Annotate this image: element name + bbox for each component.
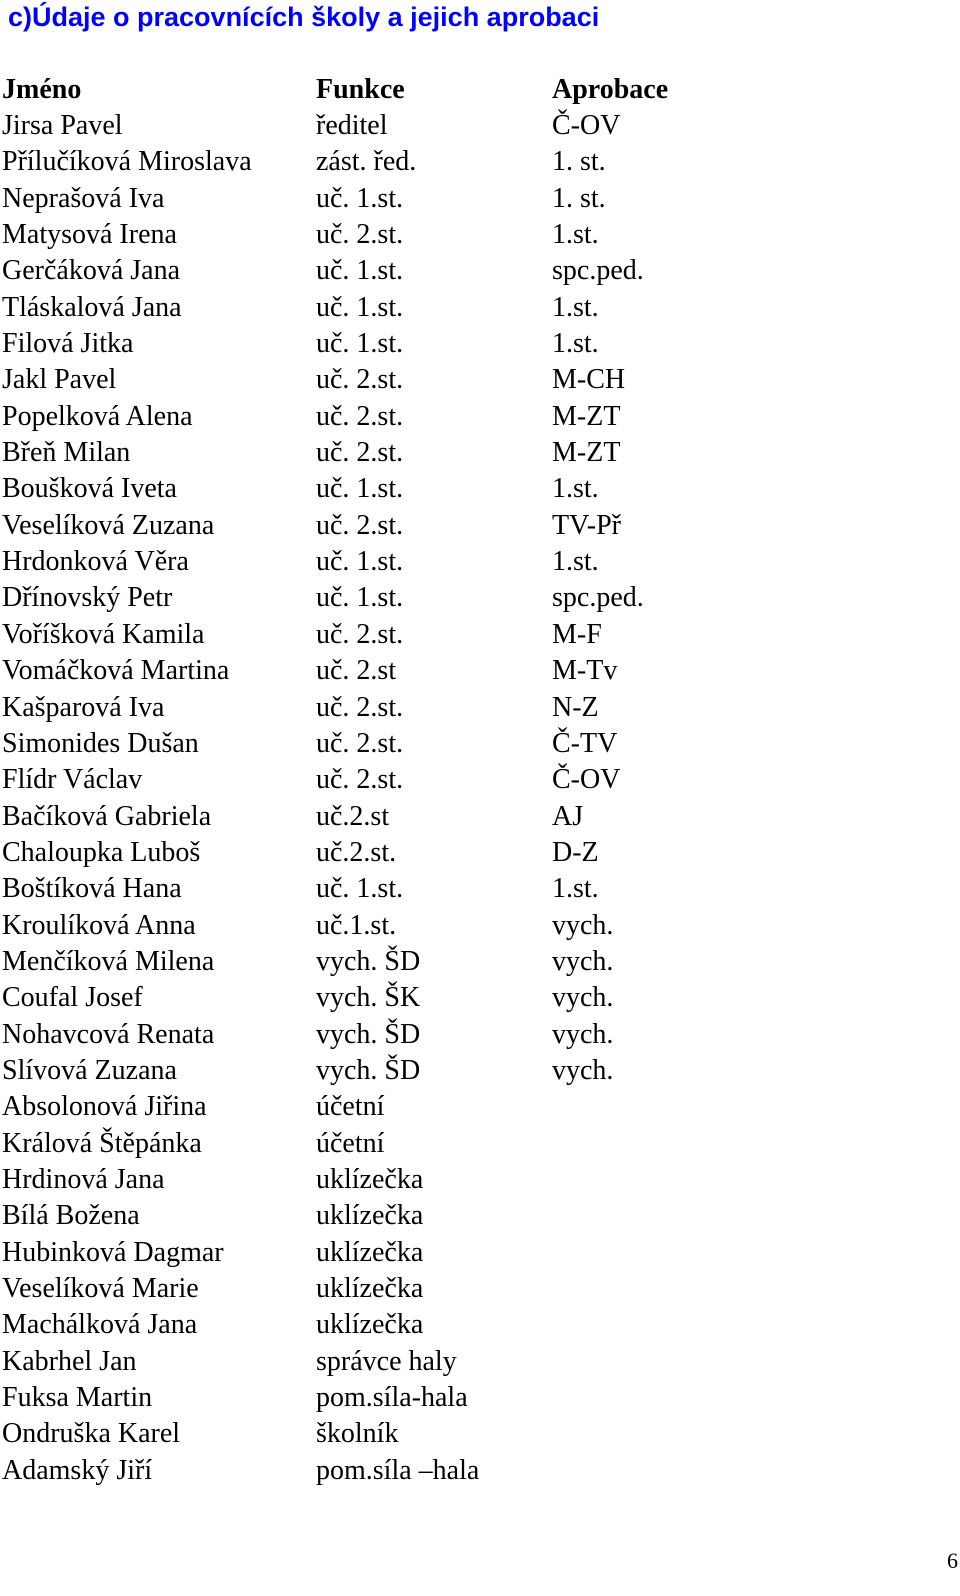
cell-qualification: Č-OV xyxy=(552,764,621,796)
table-row xyxy=(2,690,942,726)
cell-function: pom.síla-hala xyxy=(316,1382,468,1414)
table-row xyxy=(2,290,942,326)
cell-name: Menčíková Milena xyxy=(2,945,215,977)
cell-function: uč.2.st xyxy=(316,800,390,832)
table-row xyxy=(2,1380,942,1416)
cell-name: Hrdonková Věra xyxy=(2,546,189,578)
cell-qualification: vych. xyxy=(552,945,614,977)
cell-function: uč. 2.st. xyxy=(316,727,404,759)
table-row xyxy=(2,435,942,471)
cell-function: uč. 1.st. xyxy=(316,582,404,614)
cell-function: uč. 1.st. xyxy=(316,255,404,287)
table-row xyxy=(2,1307,942,1343)
staff-table xyxy=(2,72,942,1489)
table-row xyxy=(2,253,942,289)
table-row xyxy=(2,362,942,398)
table-row xyxy=(2,1162,942,1198)
cell-qualification: 1. st. xyxy=(552,182,606,214)
table-row xyxy=(2,799,942,835)
table-row xyxy=(2,908,942,944)
cell-qualification: 1.st. xyxy=(552,328,599,360)
table-row xyxy=(2,399,942,435)
cell-name: Nohavcová Renata xyxy=(2,1018,215,1050)
table-row xyxy=(2,471,942,507)
cell-qualification: vych. xyxy=(552,1054,614,1086)
cell-name: Boštíková Hana xyxy=(2,873,182,905)
cell-name: Chaloupka Luboš xyxy=(2,836,201,868)
cell-qualification: 1. st. xyxy=(552,146,606,178)
cell-qualification: spc.ped. xyxy=(552,255,644,287)
table-row xyxy=(2,544,942,580)
cell-name: Neprašová Iva xyxy=(2,182,165,214)
cell-function: uč. 2.st. xyxy=(316,219,404,251)
cell-function: uč.2.st. xyxy=(316,836,397,868)
cell-function: uklízečka xyxy=(316,1309,424,1341)
cell-name: Přílučíková Miroslava xyxy=(2,146,252,178)
cell-function: uklízečka xyxy=(316,1273,424,1304)
cell-function: uč. 1.st. xyxy=(316,328,404,360)
cell-function: uč.1.st. xyxy=(316,909,397,941)
cell-function: uklízečka xyxy=(316,1163,424,1195)
cell-name: Adamský Jiří xyxy=(2,1454,153,1486)
cell-function: školník xyxy=(316,1418,399,1450)
table-row xyxy=(2,1053,942,1089)
page-number: 6 xyxy=(947,1548,958,1573)
table-row xyxy=(2,617,942,653)
table-row xyxy=(2,653,942,689)
cell-function: uč. 1.st. xyxy=(316,182,404,214)
cell-function: uč. 2.st. xyxy=(316,364,404,396)
cell-name: Kroulíková Anna xyxy=(2,909,196,941)
table-row xyxy=(2,1089,942,1125)
cell-qualification: vych. xyxy=(552,982,614,1014)
table-row xyxy=(2,108,942,144)
table-row xyxy=(2,1235,942,1271)
table-row xyxy=(2,762,942,798)
table-row xyxy=(2,835,942,871)
cell-name: Dřínovský Petr xyxy=(2,582,173,614)
cell-name: Veselíková Zuzana xyxy=(2,509,215,541)
cell-name: Kašparová Iva xyxy=(2,691,165,723)
cell-qualification: M-ZT xyxy=(552,437,621,469)
cell-function: uč. 2.st. xyxy=(316,618,404,650)
cell-function: uč. 1.st. xyxy=(316,291,404,323)
cell-qualification: 1.st. xyxy=(552,546,599,578)
cell-name: Gerčáková Jana xyxy=(2,255,181,287)
cell-name: Coufal Josef xyxy=(2,982,143,1014)
cell-name: Jirsa Pavel xyxy=(2,110,123,141)
page-heading: c)Údaje o pracovnících školy a jejich aprobaci xyxy=(8,2,600,32)
cell-name: Boušková Iveta xyxy=(2,473,177,505)
cell-name: Simonides Dušan xyxy=(2,727,199,759)
table-body xyxy=(2,108,942,1489)
cell-function: vych. ŠD xyxy=(316,1018,421,1050)
cell-qualification: Č-OV xyxy=(552,110,621,141)
cell-name: Absolonová Jiřina xyxy=(2,1091,207,1123)
cell-function: účetní xyxy=(316,1127,385,1159)
cell-name: Ondruška Karel xyxy=(2,1418,181,1450)
cell-function: uč. 2.st. xyxy=(316,509,404,541)
cell-name: Machálková Jana xyxy=(2,1309,198,1341)
table-row xyxy=(2,944,942,980)
cell-name: Voříšková Kamila xyxy=(2,618,205,650)
cell-qualification: M-Tv xyxy=(552,655,618,687)
cell-name: Břeň Milan xyxy=(2,437,131,469)
cell-name: Slívová Zuzana xyxy=(2,1054,177,1086)
table-row xyxy=(2,326,942,362)
table-row xyxy=(2,144,942,180)
header-name: Jméno xyxy=(2,74,82,105)
table-row xyxy=(2,1017,942,1053)
cell-qualification: vych. xyxy=(552,909,614,941)
cell-qualification: 1.st. xyxy=(552,473,599,505)
cell-qualification: M-CH xyxy=(552,364,626,396)
header-function: Funkce xyxy=(316,74,405,105)
table-row xyxy=(2,508,942,544)
cell-function: vych. ŠD xyxy=(316,945,421,977)
table-row xyxy=(2,181,942,217)
cell-name: Hubinková Dagmar xyxy=(2,1236,224,1268)
cell-function: uč. 2.st xyxy=(316,655,397,687)
cell-qualification: 1.st. xyxy=(552,219,599,251)
cell-function: uč. 2.st. xyxy=(316,400,404,432)
cell-function: uč. 2.st. xyxy=(316,764,404,796)
table-row xyxy=(2,1344,942,1380)
cell-function: účetní xyxy=(316,1091,385,1123)
table-row xyxy=(2,980,942,1016)
cell-qualification: vych. xyxy=(552,1018,614,1050)
table-row xyxy=(2,1198,942,1234)
cell-qualification: 1.st. xyxy=(552,291,599,323)
cell-qualification: M-ZT xyxy=(552,400,621,432)
table-row xyxy=(2,580,942,616)
cell-name: Králová Štěpánka xyxy=(2,1127,202,1159)
cell-name: Bílá Božena xyxy=(2,1200,140,1232)
cell-function: pom.síla –hala xyxy=(316,1454,480,1486)
cell-function: zást. řed. xyxy=(316,146,417,178)
cell-name: Popelková Alena xyxy=(2,400,193,432)
cell-function: uč. 1.st. xyxy=(316,546,404,578)
cell-qualification: TV-Př xyxy=(552,509,621,541)
cell-function: ředitel xyxy=(316,110,388,141)
cell-qualification: Č-TV xyxy=(552,727,618,759)
table-header-row xyxy=(2,72,942,108)
table-row xyxy=(2,1271,942,1307)
cell-function: vych. ŠK xyxy=(316,982,421,1014)
cell-function: uklízečka xyxy=(316,1236,424,1268)
cell-function: uč. 1.st. xyxy=(316,473,404,505)
table-row xyxy=(2,217,942,253)
cell-qualification: 1.st. xyxy=(552,873,599,905)
cell-name: Tláskalová Jana xyxy=(2,291,182,323)
cell-name: Fuksa Martin xyxy=(2,1382,153,1414)
cell-function: správce haly xyxy=(316,1345,457,1377)
cell-function: uč. 1.st. xyxy=(316,873,404,905)
cell-name: Filová Jitka xyxy=(2,328,134,360)
cell-qualification: spc.ped. xyxy=(552,582,644,614)
cell-function: vych. ŠD xyxy=(316,1054,421,1086)
cell-name: Vomáčková Martina xyxy=(2,655,230,687)
cell-function: uč. 2.st. xyxy=(316,691,404,723)
cell-name: Veselíková Marie xyxy=(2,1273,199,1304)
cell-name: Kabrhel Jan xyxy=(2,1345,137,1377)
table-row xyxy=(2,1126,942,1162)
cell-name: Matysová Irena xyxy=(2,219,177,251)
table-row xyxy=(2,726,942,762)
cell-function: uklízečka xyxy=(316,1200,424,1232)
cell-name: Flídr Václav xyxy=(2,764,143,796)
cell-name: Jakl Pavel xyxy=(2,364,117,396)
header-qualification: Aprobace xyxy=(552,74,669,105)
cell-qualification: D-Z xyxy=(552,836,599,868)
cell-function: uč. 2.st. xyxy=(316,437,404,469)
cell-qualification: N-Z xyxy=(552,691,599,723)
table-row xyxy=(2,1416,942,1452)
cell-name: Hrdinová Jana xyxy=(2,1163,165,1195)
cell-qualification: AJ xyxy=(552,800,584,832)
table-row xyxy=(2,871,942,907)
cell-name: Bačíková Gabriela xyxy=(2,800,212,832)
table-row xyxy=(2,1453,942,1489)
cell-qualification: M-F xyxy=(552,618,602,650)
